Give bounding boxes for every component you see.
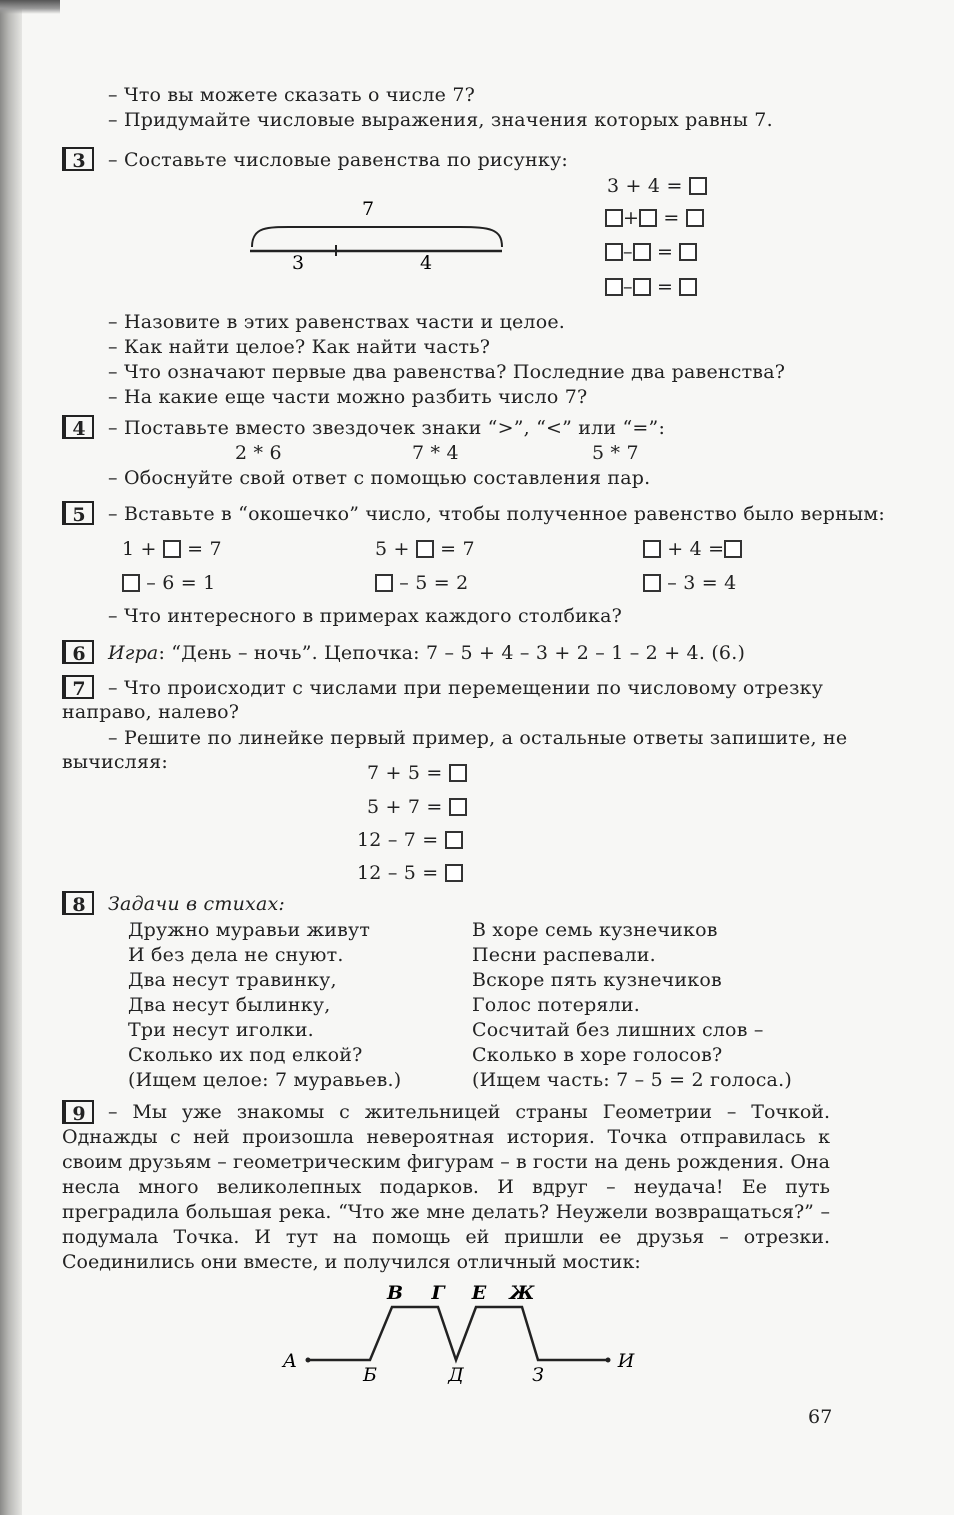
poem-right-line: Вскоре пять кузнечиков: [472, 969, 722, 991]
eq3-op: –: [623, 241, 633, 263]
poem-left-line: Три несут иголки.: [128, 1019, 314, 1041]
t7-eq-2-text: 5 + 7 =: [367, 796, 443, 818]
task-4-question: – Обоснуйте свой ответ с помощью составления пар.: [108, 467, 651, 489]
poem-left-line: Дружно муравьи живут: [128, 919, 371, 941]
task-6-text: [108, 642, 745, 664]
task-number-8: 8: [62, 891, 94, 915]
t5-eq-r1c1: [122, 538, 222, 560]
t7-eq-1-text: 7 + 5 =: [367, 762, 443, 784]
intro-question-1: – Что вы можете сказать о числе 7?: [108, 84, 476, 106]
answer-box[interactable]: [633, 278, 651, 296]
compare-2: 7 * 4: [412, 442, 459, 464]
task-3-question-2: – Как найти целое? Как найти часть?: [108, 336, 491, 358]
t5-r2c2-right: – 5 = 2: [399, 572, 469, 594]
eq2-eq: =: [663, 207, 680, 229]
equation-row-3: [605, 241, 697, 263]
task-number-9: 9: [62, 1100, 94, 1124]
t5-eq-r1c2: [375, 538, 475, 560]
t5-eq-r2c1: [122, 572, 215, 594]
equation-row-2: [605, 207, 704, 229]
t7-eq-2: [367, 796, 467, 818]
t5-r1c1-left: 1 +: [122, 538, 157, 560]
task-3-question-3: – Что означают первые два равенства? Последние два равенства?: [108, 361, 786, 383]
bridge-polyline: [308, 1307, 608, 1360]
poem-right-line: Сосчитай без лишних слов –: [472, 1019, 764, 1041]
eq1-b: 4: [647, 175, 661, 197]
task-number-6: 6: [62, 640, 94, 664]
eq4-eq: =: [656, 276, 674, 298]
poem-right-line: Сколько в хоре голосов?: [472, 1044, 723, 1066]
t7-eq-4: [357, 862, 463, 884]
answer-box[interactable]: [643, 540, 661, 558]
label-b: Б: [363, 1364, 377, 1386]
task-5-instruction: – Вставьте в “окошечко” число, чтобы полученное равенство было верным:: [108, 503, 885, 525]
answer-box[interactable]: [605, 278, 623, 296]
task-number-3: 3: [62, 147, 94, 171]
answer-box[interactable]: [679, 243, 697, 261]
answer-box[interactable]: [643, 574, 661, 592]
page-corner-shadow: [0, 0, 60, 14]
task-number-5: 5: [62, 501, 94, 525]
t5-eq-r2c2: [375, 572, 468, 594]
t5-r1c3-mid: + 4 =: [667, 538, 725, 560]
t5-r2c3-right: – 3 = 4: [667, 572, 737, 594]
eq2-op: +: [623, 207, 640, 229]
label-i: И: [617, 1350, 635, 1372]
label-z: З: [532, 1364, 544, 1386]
answer-box[interactable]: [679, 278, 697, 296]
eq1-eq: =: [666, 175, 683, 197]
segment-total-label: 7: [361, 198, 375, 220]
answer-box[interactable]: [122, 574, 140, 592]
answer-box[interactable]: [639, 209, 657, 227]
segment-diagram: [240, 195, 520, 275]
answer-box[interactable]: [416, 540, 434, 558]
segment-right-label: 4: [419, 252, 433, 274]
task-3-instruction: – Составьте числовые равенства по рисунку:: [108, 149, 568, 171]
answer-box[interactable]: [163, 540, 181, 558]
equation-row-1: [607, 175, 707, 197]
eq4-op: –: [623, 276, 633, 298]
task-number-4: 4: [62, 415, 94, 439]
answer-box[interactable]: [686, 209, 704, 227]
page-number: 67: [808, 1406, 833, 1428]
bridge-diagram: [270, 1278, 650, 1393]
task-3-question-4: – На какие еще части можно разбить число 7?: [108, 386, 588, 408]
answer-box[interactable]: [689, 177, 707, 195]
game-label: Игра: [108, 642, 159, 664]
t5-eq-r2c3: [643, 572, 736, 594]
label-v: В: [386, 1282, 404, 1304]
compare-3: 5 * 7: [592, 442, 639, 464]
task-7-line-2: направо, налево?: [62, 701, 240, 723]
equation-row-4: [605, 276, 697, 298]
poem-right-line: В хоре семь кузнечиков: [472, 919, 718, 941]
poem-left-line: Два несут травинку,: [128, 969, 337, 991]
task-7-line-4: вычисляя:: [62, 751, 168, 773]
intro-question-2: – Придумайте числовые выражения, значения которых равны 7.: [108, 109, 773, 131]
game-description: : “День – ночь”. Цепочка: 7 – 5 + 4 – 3 + 2 – 1 – 2 + 4. (6.): [158, 642, 746, 664]
answer-box[interactable]: [724, 540, 742, 558]
poem-right-line: Песни распевали.: [472, 944, 656, 966]
answer-box[interactable]: [449, 798, 467, 816]
point-i: [606, 1358, 611, 1363]
t7-eq-3-text: 12 – 7 =: [357, 829, 439, 851]
poem-left-line: Два несут былинку,: [128, 994, 331, 1016]
t7-eq-3: [357, 829, 463, 851]
t5-eq-r1c3: [643, 538, 742, 560]
t5-r1c2-left: 5 +: [375, 538, 410, 560]
answer-box[interactable]: [445, 831, 463, 849]
answer-box[interactable]: [605, 209, 623, 227]
answer-box[interactable]: [449, 764, 467, 782]
point-a: [306, 1358, 311, 1363]
answer-box[interactable]: [605, 243, 623, 261]
task-7-line-1: – Что происходит с числами при перемещении по числовому отрезку: [108, 677, 824, 699]
t5-r1c1-right: = 7: [187, 538, 222, 560]
task-7-line-3: – Решите по линейке первый пример, а остальные ответы запишите, не: [108, 727, 848, 749]
label-d: Д: [448, 1364, 464, 1386]
compare-1: 2 * 6: [235, 442, 282, 464]
label-a: А: [282, 1350, 298, 1372]
t7-eq-1: [367, 762, 467, 784]
eq3-eq: =: [656, 241, 674, 263]
eq1-a: 3: [607, 175, 620, 197]
task-8-title: Задачи в стихах:: [108, 893, 285, 915]
t7-eq-4-text: 12 – 5 =: [357, 862, 439, 884]
answer-box[interactable]: [375, 574, 393, 592]
task-5-question: – Что интересного в примерах каждого столбика?: [108, 605, 622, 627]
label-e: Е: [471, 1282, 487, 1304]
segment-left-label: 3: [291, 252, 305, 274]
poem-right-line: Голос потеряли.: [472, 994, 640, 1016]
task-4-instruction: – Поставьте вместо звездочек знаки “>”, “<” или “=”:: [108, 417, 666, 439]
task-9-story: – Мы уже знакомы с жительницей страны Геометрии – Точкой. Однажды с ней произошла невероятная история. Точка отправилась к своим друзьям – геометрическим фигурам – в гости на день рождения. Она несла много великолепных подарков. И вдруг – неудача! Ее путь преградила большая река. “Что же мне делать? Неужели возвращаться?” – подумала Точка. И тут на помощь ей пришли ее друзья – отрезки. Соединились они вместе, и получился отличный мостик:: [62, 1101, 830, 1273]
t5-r2c1-right: – 6 = 1: [146, 572, 216, 594]
label-g: Г: [431, 1282, 445, 1304]
poem-right-line: (Ищем часть: 7 – 5 = 2 голоса.): [472, 1069, 792, 1091]
poem-left-line: (Ищем целое: 7 муравьев.): [128, 1069, 402, 1091]
brace-arc: [252, 227, 502, 247]
eq1-op: +: [625, 175, 642, 197]
task-number-7: 7: [62, 675, 94, 699]
poem-left-line: И без дела не снуют.: [128, 944, 344, 966]
label-zh: Ж: [509, 1282, 535, 1304]
poem-left-line: Сколько их под елкой?: [128, 1044, 363, 1066]
answer-box[interactable]: [633, 243, 651, 261]
page-binding-shadow: [0, 0, 22, 1515]
task-3-question-1: – Назовите в этих равенствах части и целое.: [108, 311, 566, 333]
t5-r1c2-right: = 7: [440, 538, 475, 560]
answer-box[interactable]: [445, 864, 463, 882]
